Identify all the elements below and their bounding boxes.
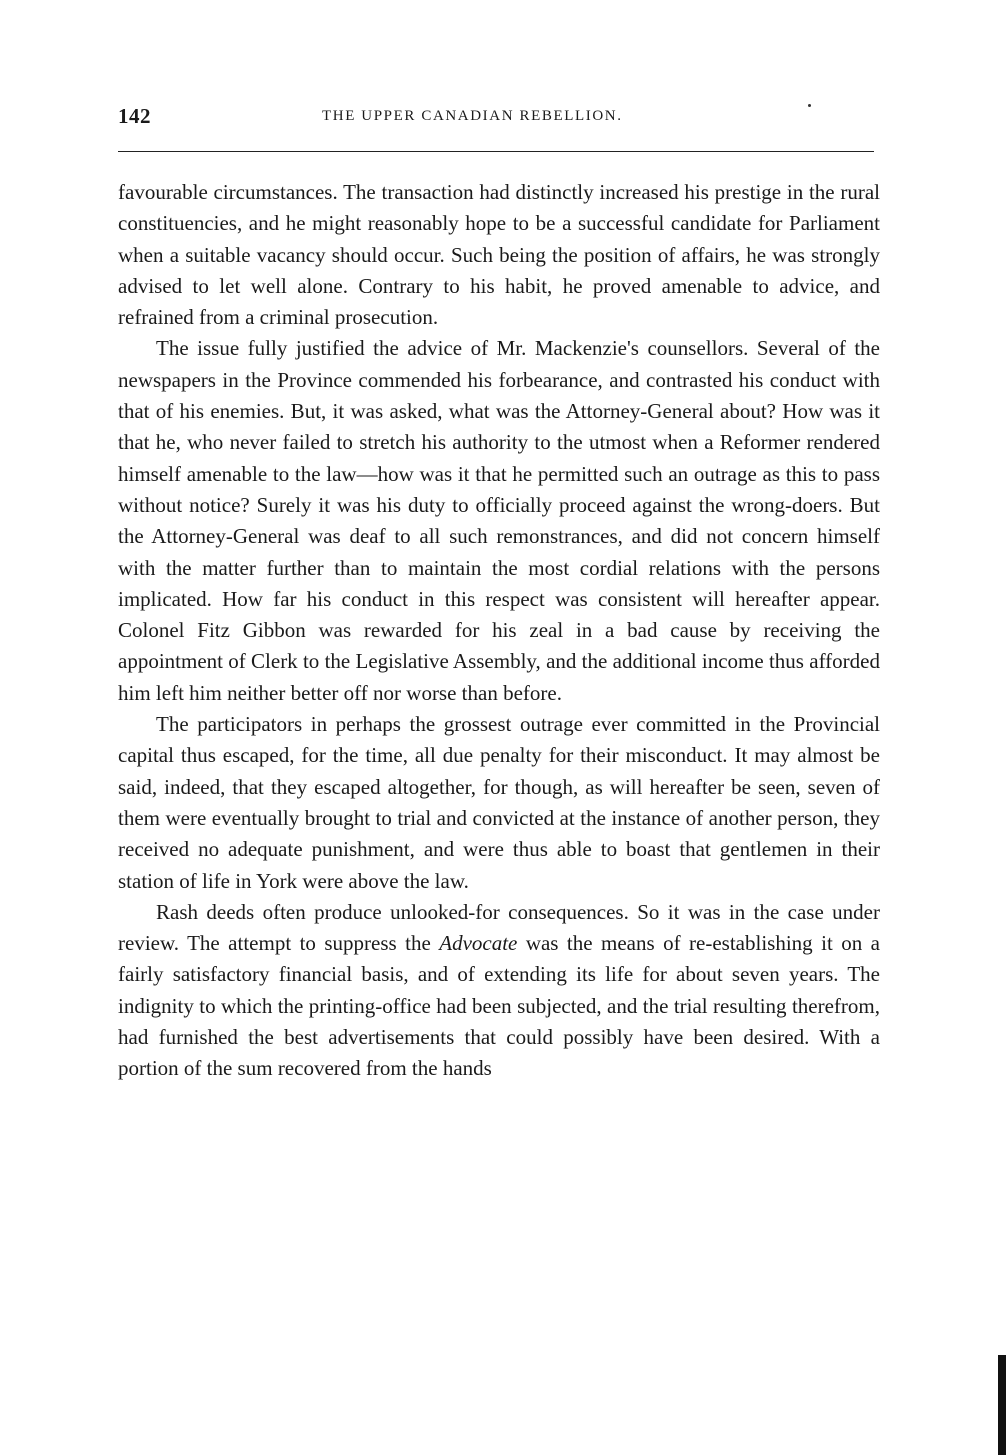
header-rule <box>118 151 874 152</box>
paragraph-2: The issue fully justified the advice of Mr. Mackenzie's counsellors. Several of the newspapers in the Province commended his forbearance, and contrasted his conduct with that of his enemies. But, it was asked, what was the Attorney-General about? How was it that he, who never failed to stretch his authority to the utmost when a Reformer rendered himself amenable to the law—how was it that he permitted such an outrage as this to pass without notice? Surely it was his duty to officially proceed against the wrong-doers. But the Attorney-General was deaf to all such remonstrances, and did not concern himself with the matter further than to maintain the most cordial relations with the persons implicated. How far his conduct in this respect was consistent will hereafter appear. Colonel Fitz Gibbon was rewarded for his zeal in a bad cause by receiving the appointment of Clerk to the Legislative Assembly, and the additional income thus afforded him left him neither better off nor worse than before. <box>118 336 880 705</box>
scan-edge-mark <box>998 1355 1006 1455</box>
body-text <box>118 177 880 1085</box>
paragraph-3: The participators in perhaps the grossest outrage ever committed in the Provincial capital thus escaped, for the time, all due penalty for their misconduct. It may almost be said, indeed, that they escaped altogether, for though, as will hereafter be seen, seven of them were eventually brought to trial and convicted at the instance of another person, they received no adequate punishment, and were thus able to boast that gentlemen in their station of life in York were above the law. <box>118 712 880 893</box>
paragraph-1: favourable circumstances. The transaction had distinctly increased his prestige in the rural constituencies, and he might reasonably hope to be a successful candidate for Parliament when a suitable vacancy should occur. Such being the position of affairs, he was strongly advised to let well alone. Contrary to his habit, he proved amenable to advice, and refrained from a criminal prosecution. <box>118 180 880 330</box>
newspaper-title: Advocate <box>439 931 518 956</box>
running-head <box>118 104 874 134</box>
paragraph-4: Rash deeds often produce unlooked-for consequences. So it was in the case under review. The attempt to suppress the Advocate was the means of re-establishing it on a fairly satisfactory financial basis, and of extending its life for about seven years. The indignity to which the printing-office had been subjected, and the trial resulting therefrom, had furnished the best advertisements that could possibly have been desired. With a portion of the sum recovered from the hands <box>118 899 880 1081</box>
running-title: THE UPPER CANADIAN REBELLION. <box>322 108 623 124</box>
print-speck <box>808 104 811 107</box>
page-number: 142 <box>118 104 151 128</box>
